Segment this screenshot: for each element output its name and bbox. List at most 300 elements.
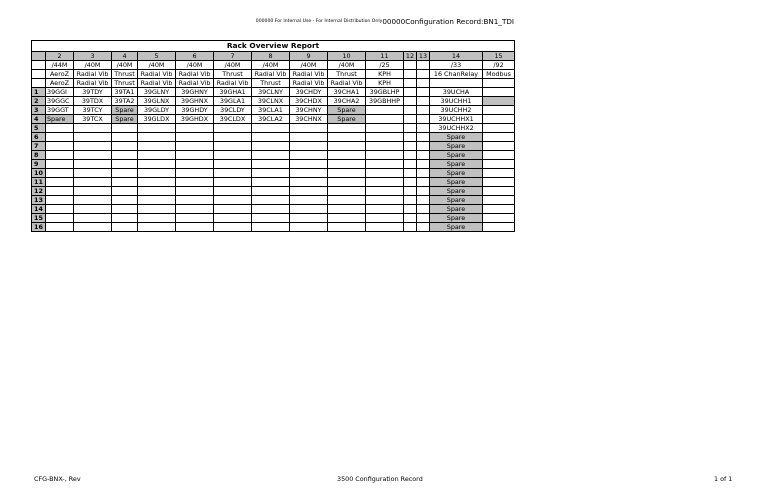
channel-cell xyxy=(328,169,366,178)
channel-cell xyxy=(366,214,404,223)
channel-cell xyxy=(417,106,430,115)
channel-cell xyxy=(138,178,176,187)
channel-cell: 39GLDX xyxy=(138,115,176,124)
channel-cell xyxy=(483,133,515,142)
channel-cell: Spare xyxy=(430,133,483,142)
channel-cell xyxy=(176,142,214,151)
channel-cell xyxy=(74,214,112,223)
slot-number: 4 xyxy=(112,52,138,61)
channel-cell xyxy=(417,187,430,196)
channel-cell xyxy=(290,214,328,223)
channel-cell: Spare xyxy=(430,178,483,187)
blank-cell xyxy=(32,70,46,79)
channel-cell xyxy=(176,178,214,187)
channel-cell xyxy=(404,124,417,133)
channel-cell: 39GHDY xyxy=(176,106,214,115)
channel-cell xyxy=(74,133,112,142)
channel-cell xyxy=(417,160,430,169)
channel-cell: 39GLNY xyxy=(138,88,176,97)
channel-cell xyxy=(138,124,176,133)
channel-cell: 39UCHHX1 xyxy=(430,115,483,124)
channel-number: 4 xyxy=(32,115,46,124)
channel-cell xyxy=(46,124,74,133)
channel-cell xyxy=(483,115,515,124)
channel-cell xyxy=(404,106,417,115)
channel-number: 13 xyxy=(32,196,46,205)
channel-row xyxy=(32,142,515,151)
channel-cell: 39CHDX xyxy=(290,97,328,106)
channel-cell: 39CHNX xyxy=(290,115,328,124)
channel-cell xyxy=(112,205,138,214)
channel-cell xyxy=(252,151,290,160)
slot-number: 12 xyxy=(404,52,417,61)
module-type xyxy=(417,61,430,70)
channel-cell xyxy=(138,169,176,178)
channel-cell xyxy=(366,124,404,133)
channel-cell: 39TCX xyxy=(74,115,112,124)
channel-cell xyxy=(46,151,74,160)
module-description: Thrust xyxy=(112,70,138,79)
channel-cell xyxy=(404,97,417,106)
channel-cell: Spare xyxy=(430,187,483,196)
channel-cell: 39CLDX xyxy=(214,115,252,124)
channel-type: Radial Vib xyxy=(214,79,252,88)
module-description-row xyxy=(32,70,515,79)
channel-cell xyxy=(290,133,328,142)
channel-row xyxy=(32,214,515,223)
channel-number: 15 xyxy=(32,214,46,223)
channel-cell xyxy=(290,205,328,214)
channel-cell: 39CHNY xyxy=(290,106,328,115)
channel-cell: Spare xyxy=(430,196,483,205)
channel-row xyxy=(32,205,515,214)
channel-cell xyxy=(176,133,214,142)
channel-cell xyxy=(483,88,515,97)
channel-type xyxy=(430,79,483,88)
slot-number: 3 xyxy=(74,52,112,61)
channel-cell: Spare xyxy=(430,223,483,232)
channel-cell xyxy=(214,142,252,151)
channel-cell xyxy=(366,196,404,205)
channel-cell xyxy=(328,142,366,151)
channel-cell: 39GLA1 xyxy=(214,97,252,106)
module-type: /40M xyxy=(112,61,138,70)
module-type: /44M xyxy=(46,61,74,70)
channel-type: Thrust xyxy=(252,79,290,88)
channel-cell xyxy=(483,106,515,115)
channel-cell xyxy=(46,178,74,187)
slot-number: 5 xyxy=(138,52,176,61)
channel-cell: 39GHDX xyxy=(176,115,214,124)
channel-type: Radial Vib xyxy=(328,79,366,88)
channel-cell: 39TCY xyxy=(74,106,112,115)
channel-cell xyxy=(404,160,417,169)
channel-cell: Spare xyxy=(430,169,483,178)
channel-cell xyxy=(404,187,417,196)
channel-number: 1 xyxy=(32,88,46,97)
channel-type-row xyxy=(32,79,515,88)
channel-cell: Spare xyxy=(430,205,483,214)
channel-cell: Spare xyxy=(430,160,483,169)
module-description: AeroZ xyxy=(46,70,74,79)
channel-cell xyxy=(138,151,176,160)
channel-row xyxy=(32,178,515,187)
channel-row xyxy=(32,115,515,124)
channel-cell xyxy=(46,223,74,232)
channel-cell xyxy=(214,223,252,232)
channel-cell: 39CLNX xyxy=(252,97,290,106)
channel-cell xyxy=(483,160,515,169)
distribution-notice: 000000 For Internal Use - For Internal Distribution Only xyxy=(255,19,383,24)
channel-cell xyxy=(252,169,290,178)
channel-cell xyxy=(112,133,138,142)
corner-cell xyxy=(32,52,46,61)
channel-cell xyxy=(214,124,252,133)
channel-cell xyxy=(483,169,515,178)
channel-cell xyxy=(252,133,290,142)
channel-cell xyxy=(74,142,112,151)
module-type: /40M xyxy=(138,61,176,70)
channel-cell xyxy=(290,124,328,133)
channel-cell xyxy=(46,133,74,142)
channel-row xyxy=(32,133,515,142)
module-type: /40M xyxy=(328,61,366,70)
channel-cell xyxy=(46,214,74,223)
channel-cell xyxy=(176,205,214,214)
channel-cell xyxy=(404,196,417,205)
channel-cell xyxy=(417,142,430,151)
channel-cell xyxy=(417,133,430,142)
channel-cell xyxy=(404,88,417,97)
channel-cell: 39UCHH1 xyxy=(430,97,483,106)
channel-number: 12 xyxy=(32,187,46,196)
module-type: /25 xyxy=(366,61,404,70)
channel-cell xyxy=(417,97,430,106)
channel-cell xyxy=(138,133,176,142)
channel-cell xyxy=(483,214,515,223)
channel-cell xyxy=(328,133,366,142)
channel-cell: 39CLA1 xyxy=(252,106,290,115)
channel-cell xyxy=(366,187,404,196)
module-description: Thrust xyxy=(328,70,366,79)
channel-cell xyxy=(214,151,252,160)
channel-cell xyxy=(483,97,515,106)
channel-cell: 39GHNX xyxy=(176,97,214,106)
channel-cell xyxy=(366,115,404,124)
module-type: /40M xyxy=(176,61,214,70)
channel-cell: 39GGC xyxy=(46,97,74,106)
channel-row xyxy=(32,97,515,106)
channel-type xyxy=(417,79,430,88)
channel-cell xyxy=(290,169,328,178)
slot-number: 9 xyxy=(290,52,328,61)
channel-cell xyxy=(138,214,176,223)
slot-number: 10 xyxy=(328,52,366,61)
channel-row xyxy=(32,88,515,97)
channel-cell: Spare xyxy=(430,151,483,160)
channel-cell xyxy=(417,178,430,187)
module-description: Modbus xyxy=(483,70,515,79)
channel-cell xyxy=(290,196,328,205)
channel-number: 7 xyxy=(32,142,46,151)
channel-cell xyxy=(404,115,417,124)
channel-cell: 39GGI xyxy=(46,88,74,97)
channel-number: 3 xyxy=(32,106,46,115)
channel-cell: Spare xyxy=(328,115,366,124)
channel-type: Radial Vib xyxy=(138,79,176,88)
table-title: Rack Overview Report xyxy=(32,41,515,52)
channel-cell xyxy=(290,187,328,196)
channel-cell: Spare xyxy=(430,142,483,151)
channel-cell xyxy=(483,142,515,151)
slot-number: 14 xyxy=(430,52,483,61)
channel-cell xyxy=(366,169,404,178)
slot-number: 11 xyxy=(366,52,404,61)
channel-cell xyxy=(290,178,328,187)
channel-cell xyxy=(252,187,290,196)
channel-row xyxy=(32,106,515,115)
channel-cell: 39TDY xyxy=(74,88,112,97)
channel-cell xyxy=(74,187,112,196)
module-description: Radial Vib xyxy=(176,70,214,79)
channel-cell xyxy=(328,214,366,223)
channel-cell xyxy=(214,187,252,196)
channel-cell xyxy=(46,196,74,205)
module-type: /33 xyxy=(430,61,483,70)
channel-type: Thrust xyxy=(112,79,138,88)
slot-number: 8 xyxy=(252,52,290,61)
channel-row xyxy=(32,223,515,232)
channel-cell: Spare xyxy=(430,214,483,223)
channel-cell xyxy=(417,205,430,214)
page-header xyxy=(256,11,514,30)
channel-cell xyxy=(214,196,252,205)
channel-cell xyxy=(404,205,417,214)
channel-cell xyxy=(252,124,290,133)
channel-row xyxy=(32,124,515,133)
module-description: KPH xyxy=(366,70,404,79)
channel-cell xyxy=(328,187,366,196)
module-type: /40M xyxy=(252,61,290,70)
slot-number: 15 xyxy=(483,52,515,61)
channel-cell xyxy=(483,205,515,214)
channel-cell xyxy=(74,223,112,232)
channel-cell xyxy=(138,187,176,196)
channel-cell xyxy=(46,142,74,151)
channel-cell xyxy=(46,187,74,196)
channel-cell xyxy=(366,178,404,187)
channel-cell xyxy=(112,223,138,232)
channel-cell xyxy=(483,196,515,205)
channel-cell xyxy=(290,142,328,151)
channel-cell: 39CHA2 xyxy=(328,97,366,106)
channel-cell xyxy=(214,133,252,142)
channel-number: 10 xyxy=(32,169,46,178)
channel-cell xyxy=(328,124,366,133)
channel-cell xyxy=(112,151,138,160)
channel-cell xyxy=(74,178,112,187)
channel-cell xyxy=(366,106,404,115)
module-description: 16 ChanRelay xyxy=(430,70,483,79)
channel-cell xyxy=(214,169,252,178)
channel-cell: Spare xyxy=(328,106,366,115)
channel-type: Radial Vib xyxy=(74,79,112,88)
channel-type: KPH xyxy=(366,79,404,88)
channel-cell xyxy=(417,214,430,223)
channel-cell xyxy=(366,151,404,160)
channel-cell xyxy=(417,151,430,160)
channel-cell xyxy=(366,223,404,232)
channel-cell: 39GBHHP xyxy=(366,97,404,106)
channel-cell xyxy=(290,160,328,169)
channel-cell: 39CHDY xyxy=(290,88,328,97)
channel-cell xyxy=(404,151,417,160)
channel-number: 8 xyxy=(32,151,46,160)
channel-cell xyxy=(483,187,515,196)
channel-cell xyxy=(417,115,430,124)
channel-type: Radial Vib xyxy=(290,79,328,88)
channel-cell xyxy=(366,142,404,151)
channel-cell xyxy=(252,214,290,223)
module-description xyxy=(417,70,430,79)
rack-overview-table xyxy=(31,40,515,232)
channel-cell xyxy=(46,169,74,178)
channel-cell xyxy=(417,169,430,178)
channel-cell xyxy=(328,205,366,214)
module-description: Thrust xyxy=(214,70,252,79)
channel-cell xyxy=(290,151,328,160)
channel-cell xyxy=(138,223,176,232)
channel-cell xyxy=(252,205,290,214)
channel-cell xyxy=(112,214,138,223)
channel-cell xyxy=(417,124,430,133)
channel-cell xyxy=(74,205,112,214)
channel-row xyxy=(32,160,515,169)
channel-cell xyxy=(290,223,328,232)
module-type: /40M xyxy=(290,61,328,70)
channel-cell xyxy=(74,124,112,133)
channel-type xyxy=(404,79,417,88)
channel-row xyxy=(32,196,515,205)
module-description: Radial Vib xyxy=(252,70,290,79)
channel-type xyxy=(483,79,515,88)
channel-number: 14 xyxy=(32,205,46,214)
channel-cell xyxy=(328,178,366,187)
channel-cell: 39TA2 xyxy=(112,97,138,106)
module-description: Radial Vib xyxy=(138,70,176,79)
footer-record-name: 3500 Configuration Record xyxy=(337,475,423,483)
module-type: /40M xyxy=(74,61,112,70)
channel-cell xyxy=(176,151,214,160)
channel-cell: 39GHA1 xyxy=(214,88,252,97)
channel-cell xyxy=(417,88,430,97)
channel-number: 9 xyxy=(32,160,46,169)
channel-cell: 39CHA1 xyxy=(328,88,366,97)
channel-cell: Spare xyxy=(112,115,138,124)
channel-cell: 39GBLHP xyxy=(366,88,404,97)
channel-cell: 39UCHHX2 xyxy=(430,124,483,133)
module-type: /92 xyxy=(483,61,515,70)
channel-cell: 39GGT xyxy=(46,106,74,115)
channel-number: 16 xyxy=(32,223,46,232)
slot-number: 13 xyxy=(417,52,430,61)
channel-type: AeroZ xyxy=(46,79,74,88)
channel-cell: 39UCHA xyxy=(430,88,483,97)
channel-cell xyxy=(328,160,366,169)
channel-cell: 39TA1 xyxy=(112,88,138,97)
channel-cell xyxy=(404,223,417,232)
channel-cell xyxy=(112,169,138,178)
channel-cell xyxy=(176,196,214,205)
channel-cell xyxy=(404,133,417,142)
channel-cell: 39CLNY xyxy=(252,88,290,97)
channel-cell xyxy=(404,142,417,151)
footer-doc-id: CFG-BNX-, Rev xyxy=(34,475,81,483)
channel-cell xyxy=(328,151,366,160)
channel-cell xyxy=(138,142,176,151)
channel-cell xyxy=(404,178,417,187)
channel-cell xyxy=(366,205,404,214)
channel-cell xyxy=(483,151,515,160)
channel-number: 6 xyxy=(32,133,46,142)
module-description: Radial Vib xyxy=(290,70,328,79)
blank-cell xyxy=(32,79,46,88)
channel-cell xyxy=(176,160,214,169)
channel-cell xyxy=(176,124,214,133)
slot-number: 7 xyxy=(214,52,252,61)
channel-cell xyxy=(138,205,176,214)
channel-cell xyxy=(46,160,74,169)
channel-cell xyxy=(366,133,404,142)
channel-cell: 39GHNY xyxy=(176,88,214,97)
channel-cell xyxy=(176,214,214,223)
channel-cell: 39TDX xyxy=(74,97,112,106)
channel-cell xyxy=(252,196,290,205)
channel-cell xyxy=(328,223,366,232)
channel-cell xyxy=(138,160,176,169)
channel-cell xyxy=(176,187,214,196)
channel-cell xyxy=(112,196,138,205)
channel-cell xyxy=(483,124,515,133)
channel-cell xyxy=(404,214,417,223)
channel-cell: 39CLDY xyxy=(214,106,252,115)
channel-cell xyxy=(138,196,176,205)
module-type: /40M xyxy=(214,61,252,70)
channel-cell xyxy=(112,160,138,169)
channel-cell xyxy=(74,169,112,178)
channel-number: 5 xyxy=(32,124,46,133)
module-type-row xyxy=(32,61,515,70)
slot-number: 2 xyxy=(46,52,74,61)
channel-cell xyxy=(252,223,290,232)
channel-row xyxy=(32,187,515,196)
record-title: 00000Configuration Record:BN1_TDI xyxy=(382,17,514,26)
channel-cell xyxy=(417,196,430,205)
channel-cell xyxy=(214,178,252,187)
slot-number: 6 xyxy=(176,52,214,61)
channel-cell xyxy=(214,205,252,214)
channel-cell xyxy=(112,142,138,151)
channel-cell xyxy=(112,124,138,133)
channel-cell xyxy=(483,223,515,232)
channel-cell xyxy=(112,187,138,196)
channel-cell xyxy=(417,223,430,232)
channel-cell xyxy=(252,178,290,187)
module-type xyxy=(404,61,417,70)
channel-cell xyxy=(328,196,366,205)
channel-cell xyxy=(214,214,252,223)
channel-cell: Spare xyxy=(46,115,74,124)
